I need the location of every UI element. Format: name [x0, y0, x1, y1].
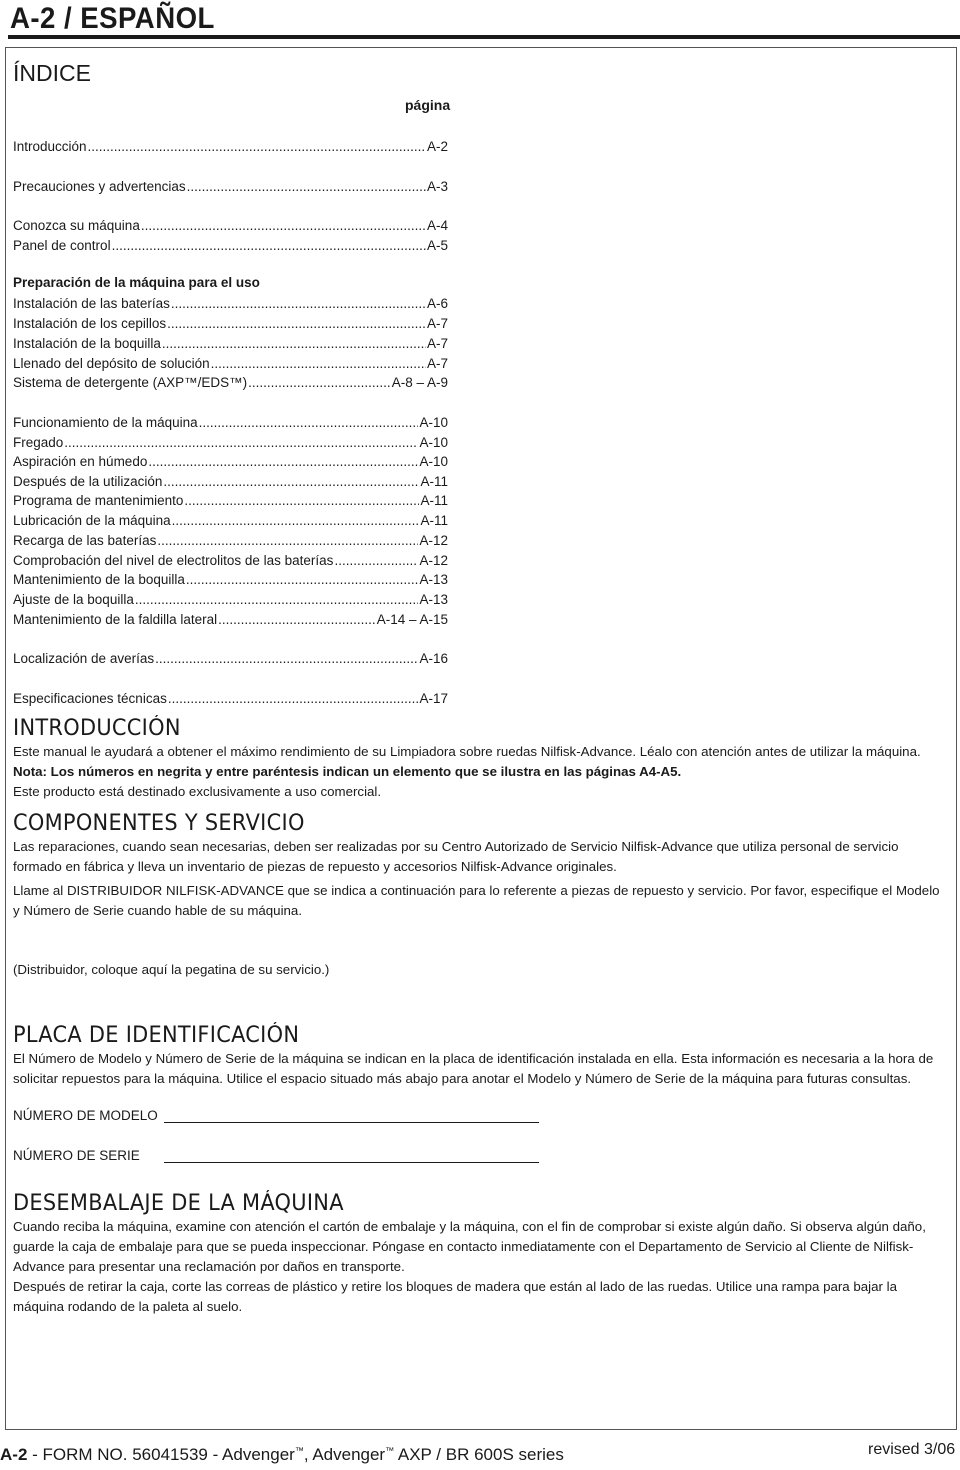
toc-entry[interactable]: Mantenimiento de la faldilla lateral ..... A-14 – A-15 — [13, 609, 448, 627]
distributor-sticker-placeholder: (Distribuidor, coloque aquí la pegatina de su servicio.) — [13, 962, 330, 977]
index-title: ÍNDICE — [13, 60, 91, 86]
desembalaje-paragraph-2: Después de retirar la caja, corte las correas de plástico y retire los bloques de madera que están al lado de las ruedas. Utilice una rampa para bajar la máquina rodando de la paleta al suelo. — [13, 1279, 897, 1314]
componentes-paragraph-1: Las reparaciones, cuando sean necesarias, deben ser realizadas por su Centro Autorizado de Servicio Nilfisk-Advance que utiliza personal de servicio formado en fábrica y lleva un inventario de piezas de repuesto y accesorios Nilfisk-Advance originales. — [13, 839, 899, 874]
footer-page-ref: A-2 — [0, 1445, 28, 1464]
desembalaje-heading: DESEMBALAJE DE LA MÁQUINA — [13, 1191, 344, 1216]
toc-entry[interactable]: Comprobación del nivel de electrolitos de las baterías ..... A-12 — [13, 550, 448, 568]
serial-number-label: NÚMERO DE SERIE — [13, 1148, 140, 1163]
toc-entry[interactable]: Sistema de detergente (AXP™/EDS™) ..... A-8 – A-9 — [13, 372, 448, 390]
header-divider — [8, 35, 960, 39]
toc-entry[interactable]: Localización de averías ..... A-16 — [13, 648, 448, 666]
introduccion-note: Nota: Los números en negrita y entre paréntesis indican un elemento que se ilustra en las páginas A4-A5. — [13, 764, 682, 779]
introduccion-heading: INTRODUCCIÓN — [13, 716, 181, 741]
componentes-paragraph-2: Llame al DISTRIBUIDOR NILFISK-ADVANCE que se indica a continuación para lo referente a piezas de repuesto y servicio. Por favor, especifique el Modelo y Número de Serie cuando hable de su máquina. — [13, 883, 940, 918]
placa-paragraph: El Número de Modelo y Número de Serie de la máquina se indican en la placa de identificación instalada en ella. Esta información es necesaria a la hora de solicitar repuestos para la máquina. Utilice el espacio situado más abajo para anotar el Modelo y Número de Serie de la máquina para futuras consultas. — [13, 1051, 934, 1086]
toc-entry[interactable]: Precauciones y advertencias ..... A-3 — [13, 176, 448, 194]
model-number-label: NÚMERO DE MODELO — [13, 1108, 158, 1123]
toc-entry[interactable]: Recarga de las baterías ..... A-12 — [13, 530, 448, 548]
toc-entry[interactable]: Después de la utilización ..... A-11 — [13, 471, 448, 489]
toc-entry[interactable]: Instalación de las baterías ..... A-6 — [13, 293, 448, 311]
serial-number-line[interactable] — [164, 1148, 539, 1163]
page-column-label: página — [405, 97, 451, 113]
toc-entry[interactable]: Instalación de la boquilla ..... A-7 — [13, 333, 448, 351]
toc-section-heading: Preparación de la máquina para el uso — [13, 275, 260, 290]
desembalaje-paragraph-1: Cuando reciba la máquina, examine con atención el cartón de embalaje y la máquina, con el fin de comprobar si existe algún daño. Si observa algún daño, guarde la caja de embalaje para que se pueda inspeccionar. Póngase en contacto inmediatamente con el Departamento de Servicio al Cliente de Nilfisk-Advance para presentar una reclamación por daños en transporte. — [13, 1219, 926, 1274]
toc-entry[interactable]: Ajuste de la boquilla ..... A-13 — [13, 589, 448, 607]
toc-entry[interactable]: Mantenimiento de la boquilla ..... A-13 — [13, 569, 448, 587]
toc-entry[interactable]: Programa de mantenimiento ..... A-11 — [13, 490, 448, 508]
toc-entry[interactable]: Llenado del depósito de solución ..... A-7 — [13, 353, 448, 371]
footer-revision: revised 3/06 — [868, 1441, 956, 1458]
introduccion-paragraph: Este manual le ayudará a obtener el máximo rendimiento de su Limpiadora sobre ruedas Nilfisk-Advance. Léalo con atención antes de utilizar la máquina. — [13, 744, 921, 759]
toc-entry[interactable]: Instalación de los cepillos ..... A-7 — [13, 313, 448, 331]
page-header-title: A-2 / ESPAÑOL — [10, 2, 215, 35]
toc-entry[interactable]: Fregado ..... A-10 — [13, 432, 448, 450]
componentes-heading: COMPONENTES Y SERVICIO — [13, 811, 305, 836]
toc-entry[interactable]: Introducción ..... A-2 — [13, 136, 448, 154]
toc-entry[interactable]: Conozca su máquina ..... A-4 — [13, 215, 448, 233]
model-number-line[interactable] — [164, 1108, 539, 1123]
introduccion-commercial-use: Este producto está destinado exclusivamente a uso comercial. — [13, 784, 382, 799]
serial-number-field[interactable] — [13, 1148, 539, 1163]
model-number-field[interactable] — [13, 1108, 539, 1123]
toc-entry[interactable]: Especificaciones técnicas ..... A-17 — [13, 688, 448, 706]
toc-entry[interactable]: Panel de control ..... A-5 — [13, 235, 448, 253]
placa-heading: PLACA DE IDENTIFICACIÓN — [13, 1023, 300, 1048]
toc-entry[interactable]: Lubricación de la máquina ..... A-11 — [13, 510, 448, 528]
footer-form-number: A-2 - FORM NO. 56041539 - Advenger™, Advenger™ AXP / BR 600S series — [0, 1445, 564, 1464]
toc-entry[interactable]: Aspiración en húmedo ..... A-10 — [13, 451, 448, 469]
toc-entry[interactable]: Funcionamiento de la máquina ..... A-10 — [13, 412, 448, 430]
